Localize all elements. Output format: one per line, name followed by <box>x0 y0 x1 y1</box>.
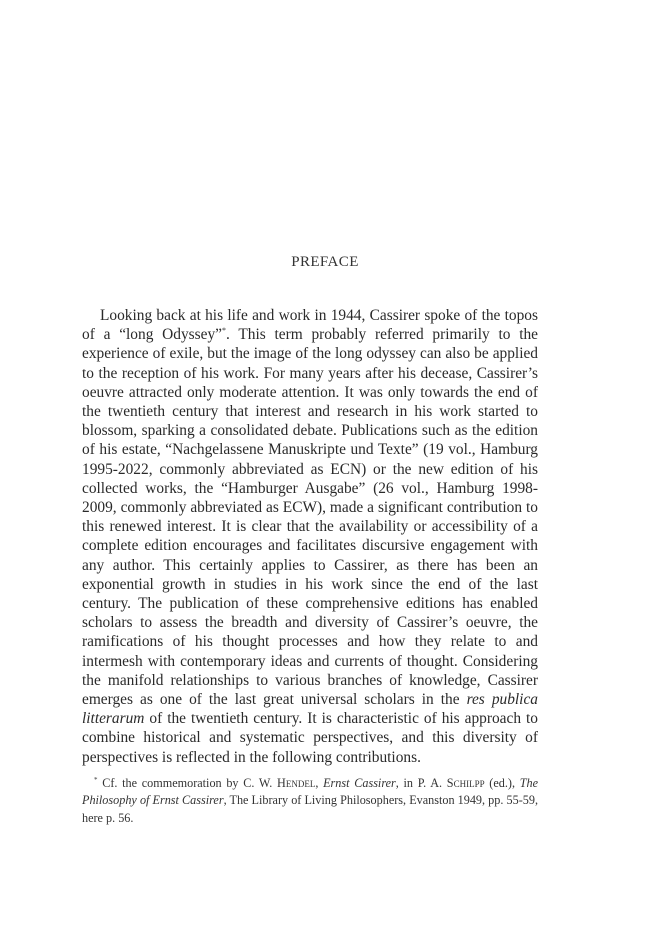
footnote-mark: * <box>94 775 98 784</box>
paragraph-text-start: Looking back at his life and work in 1944, Cassirer spoke of the topos of a “long Odyssey” <box>82 307 538 344</box>
italic-phrase: res publica litterarum <box>82 691 538 728</box>
paragraph-text-end: of the twentieth century. It is characteristic of his approach to combine historical and systematic perspectives, and this diversity of perspectives is reflected in the following contributions. <box>82 710 538 766</box>
footnote-reference[interactable]: * <box>222 326 227 336</box>
footnote-text: (ed.), <box>484 776 520 790</box>
footnote-book-title: Ernst Cassirer <box>323 776 396 790</box>
footnote <box>82 775 538 827</box>
body-paragraph <box>82 306 538 767</box>
footnote-author: Hendel <box>277 776 316 790</box>
footnote-book-title: The Philosophy of Ernst Cassirer <box>82 776 539 808</box>
page-title: PREFACE <box>291 254 359 270</box>
footnote-text: , The Library of Living Philosophers, Evanston 1949, pp. 55-59, here p. 56. <box>82 793 538 825</box>
footnote-text: Cf. the commemoration by C. W. <box>97 776 278 790</box>
footnote-editor: Schilpp <box>446 776 485 790</box>
footnote-text: , <box>315 776 324 790</box>
footnote-text: , in P. A. <box>395 776 447 790</box>
paragraph-text-middle: . This term probably referred primarily to the experience of exile, but the image of the long odyssey can also be applied to the reception of his work. For many years after his decease, Cassirer’s oeuvre attracted only moderate attention. It was only towards the end of the twentieth century that interest and research in his work started to blossom, sparking a consolidated debate. Publications such as the edition of his estate, “Nachgelassene Manuskripte und Texte” (19 vol., Hamburg 1995-2022, commonly abbreviated as ECN) or the new edition of his collected works, the “Hamburger Ausgabe” (26 vol., Hamburg 1998-2009, commonly abbreviated as ECW), made a significant contribution to this renewed interest. It is clear that the availability or accessibility of a complete edition encourages and facilitates discursive engagement with any author. This certainly applies to Cassirer, as there has been an exponential growth in studies in his work since the end of the last century. The publication of these comprehensive editions has enabled scholars to assess the breadth and diversity of Cassirer’s oeuvre, the ramifications of his thought processes and how they relate to and intermesh with contemporary ideas and currents of thought. Considering the manifold relationships to various branches of knowledge, Cassirer emerges as one of the last great universal scholars in the <box>82 326 539 709</box>
